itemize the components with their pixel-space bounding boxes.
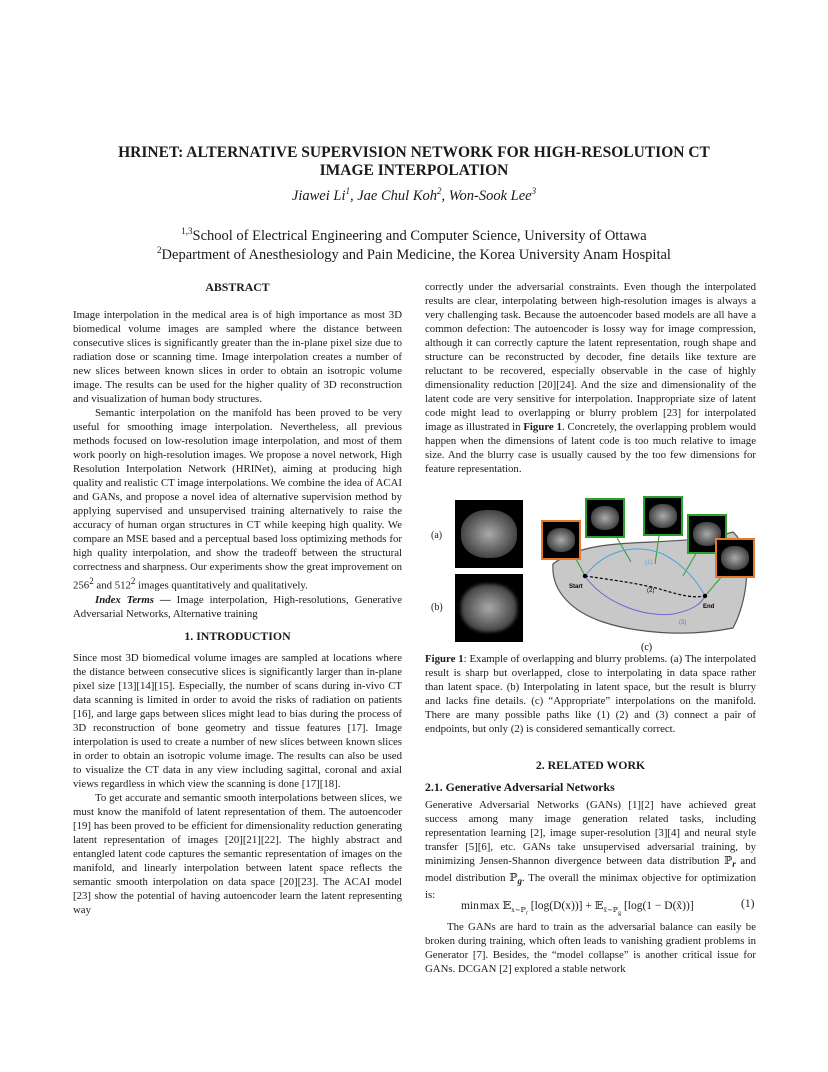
start-point — [583, 574, 587, 578]
abstract-paragraph-1: Image interpolation in the medical area is of high importance as most 3D biomedical volume images are sampled where the distance between consecutive slices is significantly greater than the in-plane pixel size due to radiation dose or scanning time. Image interpolation creates a number of new slices between known slices in order to obtain an isotropic volume image. The results can be used for the higher quality of 3D reconstruction and visualization of human body structures. — [73, 309, 402, 405]
start-label: Start — [569, 584, 583, 590]
intro-paragraph-2: To get accurate and semantic smooth interpolations between slices, we must know the manifold of latent representation of them. The autoencoder [19] has been proved to be efficient for dimensionality reduction generating latent representation of images [20][21][22]. The highly abstract and entangled latent code captures the semantic representation of images on the manifold, and linearly interpolation between latent space reflects the semantic smooth interpolation on data space [20][23]. The ACAI model [23] show the potential of having autoencoder learn the latent representing way — [73, 791, 402, 916]
author-name: Jae Chul Koh — [357, 187, 437, 204]
gan-paragraph-2: The GANs are hard to train as the adversarial balance can easily be broken during training, which often leads to vanishing gradient problems in Generator [7]. Besides, the “model collapse” is another critical issue for GANs. DCGAN [2] explored a stable network — [425, 921, 756, 975]
title-line-1: HRINET: ALTERNATIVE SUPERVISION NETWORK FOR HIGH-RESOLUTION CT — [118, 144, 710, 161]
author-list: Jiawei Li$^1$, Jae Chul Koh$^2$, Won-Sook Lee$^3$ — [291, 186, 537, 204]
equation-number: (1) — [741, 898, 755, 910]
affiliation-1: $^{1,3}$School of Electrical Engineering and Computer Science, University of Ottawa — [181, 226, 647, 244]
right-column-top — [425, 280, 756, 476]
author-name: Won-Sook Lee — [448, 187, 532, 204]
right-column-end — [425, 920, 756, 976]
intro-paragraph-1: Since most 3D biomedical volume images are sampled at locations where the distance between consecutive slices is significantly larger than in-plane pixel size [13][14][15]. Especially, the number of scans during in-vivo CT data scanning is limited in order to avoid the risks of radiation on patients [16], and large gaps between slices might lead to bias during the process of 3D reconstruction of bone geometry and tissue features [17]. Image interpolation is used to create a number of new slices between known slices in order to obtain an isotropic volume image. The results can also be used to visualize the CT data in any view including sagittal, coronal and axial views regardless in which view the scanning is done [17][18]. — [73, 651, 402, 790]
path-1-label: (1) — [645, 560, 653, 566]
figure-label-c: (c) — [641, 642, 653, 653]
gan-paragraph-1: Generative Adversarial Networks (GANs) [1][2] have achieved great success among many image generation related tasks, including representation learning [2], image super-resolution [3][4] and neural style transfer [5][6], etc. GANs take unsupervised adversarial training, by minimizing Jensen-Shannon divergence between data distribution ℙ$_r$ and model distribution ℙ$_g$. The overall the minimax objective for optimization is: — [425, 799, 756, 902]
minimax-expression: min max 𝔼$_{x\sim ℙ_r}$ [log(D(x))] + 𝔼$_{x̃\sim ℙ_g}$ [log(1 − D(x̃))] — [461, 900, 694, 917]
ct-thumbnail — [643, 496, 683, 536]
figure-1 — [425, 492, 756, 654]
ct-thumbnail — [715, 538, 755, 578]
end-label: End — [703, 604, 715, 610]
ct-thumbnail — [541, 520, 581, 560]
affiliation-2: $^2$Department of Anesthesiology and Pain Medicine, the Korea University Anam Hospital — [157, 245, 671, 263]
ct-thumbnail — [585, 498, 625, 538]
path-3-label: (3) — [679, 620, 687, 626]
end-point — [703, 594, 707, 598]
figure-label-b: (b) — [431, 602, 443, 613]
related-work-heading: 2. RELATED WORK — [535, 758, 646, 772]
abstract-heading: ABSTRACT — [205, 280, 270, 294]
abstract-paragraph-2: Semantic interpolation on the manifold has been proved to be very useful for smoothing image interpolation. Nevertheless, all previous methods focused on low-resolution image interpolation, and most of them work poorly on high-resolution images. We propose a novel network, High Resolution Interpolation Network (HRINet), aiming at producing high quality and realistic CT image interpolations. We combine the idea of ACAI and GANs, and propose a novel idea of alternative supervision method by applying supervised and unsupervised training alternatively to raise the accuracy of human organ structures in CT while keeping high quality. We compare an MSE based and a perceptual based loss optimizing methods for high quality interpolation, and show the tradeoff between the structural correctness and sharpness. Our experiments show the great improvement on $256^2$ and $512^2$ images quantitatively and qualitatively. — [73, 407, 402, 592]
introduction-heading: 1. INTRODUCTION — [184, 628, 291, 643]
left-column — [73, 280, 402, 917]
path-2-label: (2) — [647, 588, 655, 594]
ct-image-overlapped — [455, 500, 523, 568]
figure-label-a: (a) — [431, 530, 443, 541]
right-column-bottom — [425, 758, 756, 902]
ct-image-blurry — [455, 574, 523, 642]
gan-subheading: 2.1. Generative Adversarial Networks — [425, 780, 615, 794]
right-paragraph-1: correctly under the adversarial constraints. Even though the interpolated results are clear, interpolating between high-resolution images is always a very challenging task. Because the autoencoder based models are all have a common defection: The autoencoder is lossy way for image compression, although it can correctly capture the latent representation, rough shape and structure can be reconstructed by decoder, fine details like texture are reluctant to be recovered, especially observable in the case of highly dimensionality reduction [20][24]. And the size and dimensionality of the latent code are very sensitive for interpolation. Inappropriate size of latent code might lead to overlapping or blurry problem [23] for interpolated image as illustrated in Figure 1. Concretely, the overlapping problem would happen when the dimensions of latent code is too much relative to image size. And the blurry case is usually caused by the too few dimensions for feature representation. — [425, 281, 756, 475]
figure-1-caption: Figure 1: Example of overlapping and blurry problems. (a) The interpolated result is sharp but overlapped, close to interpolating in data space rather than latent space. (b) Interpolating in latent space, but the result is blurry and lacks fine details. (c) “Appropriate” interpolations on the manifold. There are many possible paths like (1) (2) and (3) connect a pair of endpoints, but only (2) is considered semantically correct. — [425, 653, 756, 735]
paper-title — [60, 144, 768, 180]
title-line-2: IMAGE INTERPOLATION — [319, 162, 509, 179]
index-terms: Index Terms — Image interpolation, High-resolutions, Generative Adversarial Networks, Alternative training — [73, 593, 402, 620]
author-name: Jiawei Li — [291, 187, 346, 204]
